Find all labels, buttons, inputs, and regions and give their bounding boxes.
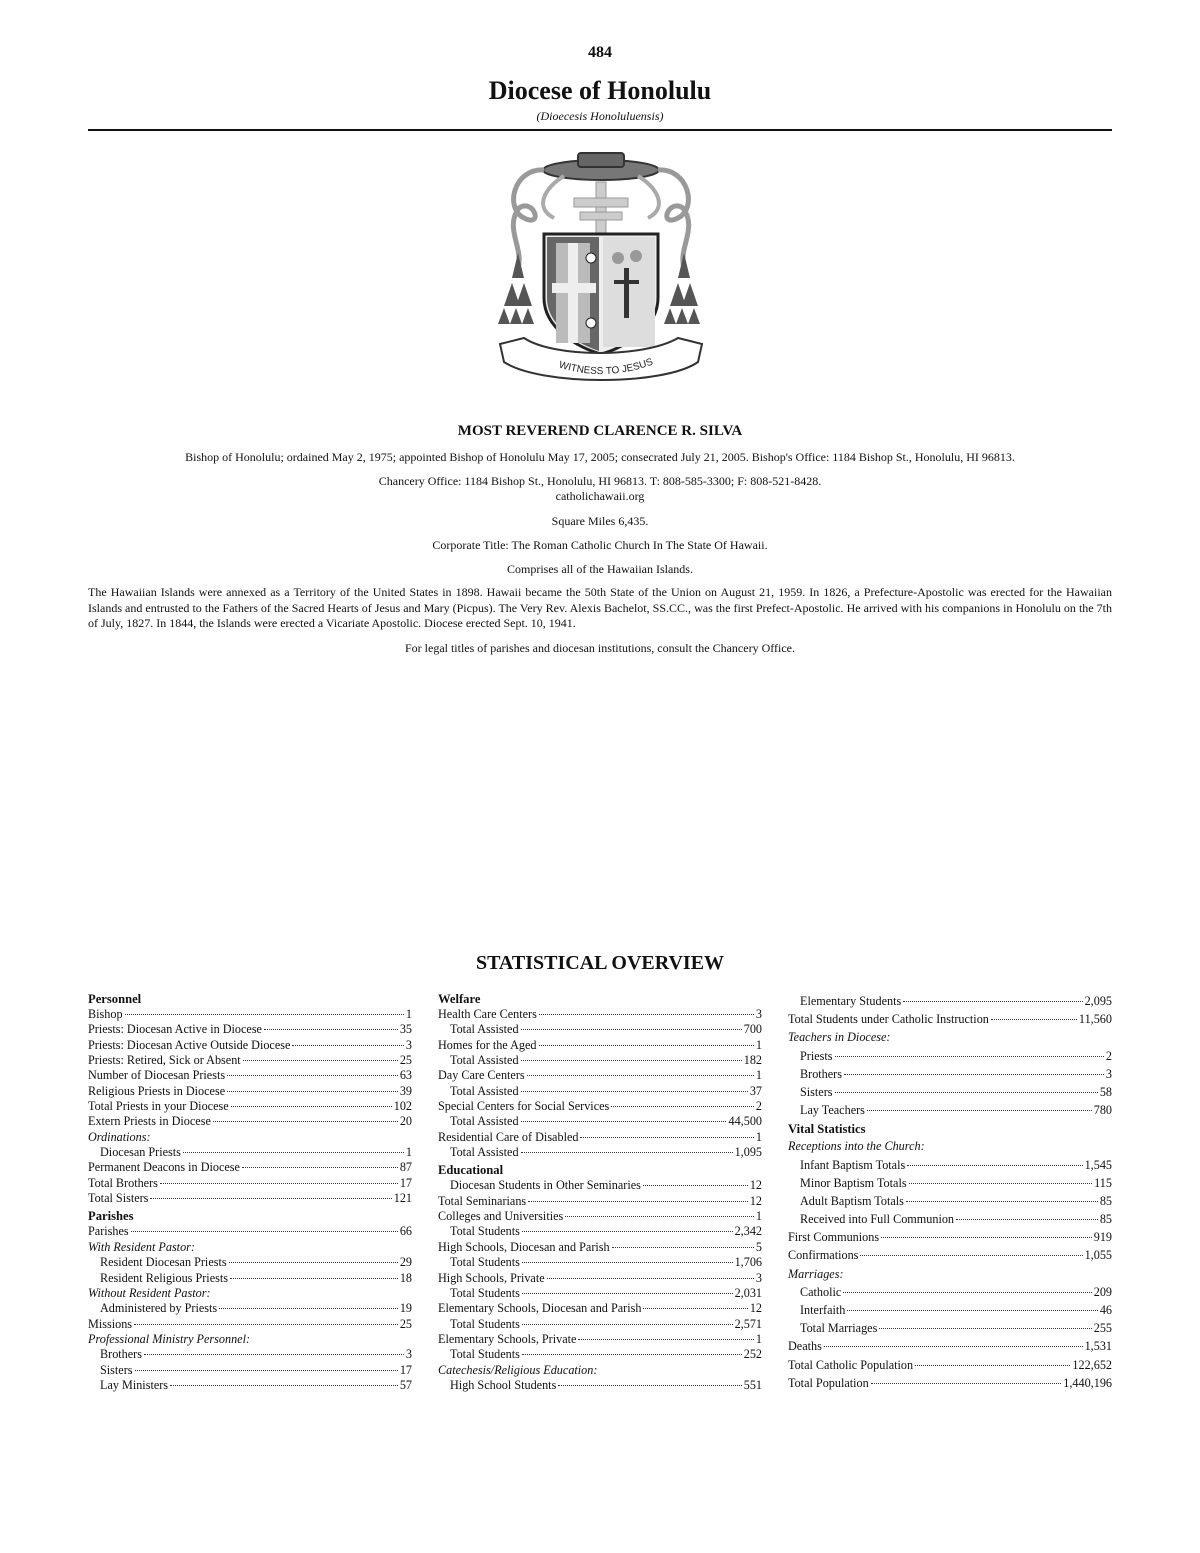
dot-leader (144, 1354, 404, 1355)
stat-value: 85 (1099, 1212, 1112, 1227)
stat-label: Elementary Schools, Diocesan and Parish (438, 1301, 642, 1316)
stat-label: Brothers (800, 1066, 842, 1081)
stat-row (788, 1065, 1112, 1083)
stat-value: 3 (755, 1007, 762, 1021)
stat-label: Elementary Students (800, 994, 902, 1008)
dot-leader (125, 1014, 404, 1015)
stat-row (88, 1317, 412, 1332)
stat-label: Day Care Centers (438, 1068, 525, 1083)
dot-leader (835, 1056, 1104, 1057)
dot-leader (558, 1385, 741, 1386)
stat-label: Total Marriages (800, 1321, 878, 1336)
stat-value: 2,031 (734, 1285, 762, 1300)
stat-value: 58 (1099, 1084, 1112, 1099)
dot-leader (522, 1324, 733, 1325)
stat-value: 1,706 (734, 1255, 762, 1270)
stat-value: 182 (743, 1053, 762, 1068)
stat-value: 37 (749, 1083, 762, 1098)
stat-row (788, 1174, 1112, 1192)
stat-row (438, 1332, 762, 1347)
stat-value: 2,571 (734, 1316, 762, 1331)
stat-row (88, 1271, 412, 1286)
stat-value: 19 (399, 1301, 412, 1316)
section-heading: Welfare (438, 992, 481, 1006)
stat-label: Total Sisters (88, 1191, 149, 1206)
dot-leader (183, 1152, 404, 1153)
page-number: 484 (588, 44, 612, 61)
stat-label: Total Catholic Population (788, 1357, 914, 1372)
stat-row (438, 1347, 762, 1362)
stat-value: 44,500 (728, 1114, 762, 1129)
stat-row (438, 1084, 762, 1099)
stat-label: High School Students (450, 1377, 557, 1392)
dot-leader (991, 1019, 1077, 1020)
stat-row (88, 1301, 412, 1316)
section-heading: Parishes (88, 1209, 134, 1224)
dot-leader (131, 1231, 398, 1232)
dot-leader (242, 1167, 398, 1168)
stats-column-1 (88, 992, 412, 1393)
page-title: Diocese of Honolulu (488, 76, 712, 105)
subsection-label: Receptions into the Church: (788, 1139, 925, 1154)
stat-label: Total Assisted (450, 1145, 519, 1160)
stat-row (88, 1145, 412, 1160)
legal-titles-note: For legal titles of parishes and diocesan institutions, consult the Chancery Office. (404, 641, 796, 655)
dot-leader (521, 1091, 748, 1092)
stat-value: 2 (1105, 1048, 1112, 1063)
chancery-office: Chancery Office: 1184 Bishop St., Honolulu, HI 96813. T: 808-585-3300; F: 808-521-8428. (378, 474, 822, 488)
dot-leader (565, 1216, 754, 1217)
dot-leader (539, 1014, 754, 1015)
stat-row (788, 1319, 1112, 1337)
stat-label: Lay Ministers (100, 1377, 169, 1392)
stat-value: 12 (749, 1301, 762, 1316)
stat-value: 18 (399, 1270, 412, 1285)
comprises: Comprises all of the Hawaiian Islands. (507, 562, 693, 576)
stat-label: Total Students (450, 1255, 520, 1270)
stat-value: 1,440,196 (1063, 1375, 1112, 1390)
dot-leader (170, 1385, 398, 1386)
stat-value: 17 (399, 1175, 412, 1190)
stat-value: 1 (755, 1068, 762, 1083)
stat-label: Total Assisted (450, 1114, 519, 1129)
dot-leader (229, 1262, 398, 1263)
dot-leader (909, 1183, 1093, 1184)
dot-leader (135, 1370, 398, 1371)
stat-value: 12 (749, 1178, 762, 1193)
stat-row (438, 1194, 762, 1209)
stat-label: Residential Care of Disabled (438, 1129, 579, 1144)
dot-leader (847, 1310, 1097, 1311)
dot-leader (643, 1185, 748, 1186)
square-miles: Square Miles 6,435. (551, 514, 649, 528)
stat-value: 255 (1093, 1321, 1112, 1336)
stat-row (438, 1255, 762, 1270)
stat-label: Brothers (100, 1347, 142, 1362)
dot-leader (871, 1383, 1062, 1384)
stat-label: Total Assisted (450, 1053, 519, 1068)
stat-row (438, 1240, 762, 1255)
stats-column-3 (788, 992, 1112, 1392)
dot-leader (907, 1165, 1082, 1166)
stat-value: 3 (405, 1347, 412, 1362)
stat-row (88, 1191, 412, 1206)
stat-row (438, 1038, 762, 1053)
stat-label: Diocesan Students in Other Seminaries (450, 1178, 641, 1193)
stat-row (788, 1337, 1112, 1355)
stat-row (788, 1210, 1112, 1228)
stat-label: Total Assisted (450, 1083, 519, 1098)
stat-value: 700 (743, 1022, 762, 1037)
stat-row (788, 1301, 1112, 1319)
stat-label: Elementary Schools, Private (438, 1331, 577, 1346)
stat-label: Religious Priests in Diocese (88, 1083, 226, 1098)
stat-value: 39 (399, 1083, 412, 1098)
stat-label: Permanent Deacons in Diocese (88, 1160, 240, 1175)
stat-row (438, 1145, 762, 1160)
stat-label: Sisters (100, 1362, 133, 1377)
dot-leader (521, 1121, 727, 1122)
stat-label: Parishes (88, 1224, 129, 1239)
stat-value: 3 (405, 1037, 412, 1052)
stat-row (438, 1114, 762, 1129)
stat-value: 1,531 (1084, 1339, 1112, 1354)
stat-value: 121 (393, 1191, 412, 1206)
stat-value: 115 (1094, 1175, 1112, 1190)
stat-row (88, 1038, 412, 1053)
stat-value: 66 (399, 1224, 412, 1239)
stat-label: Interfaith (800, 1303, 846, 1317)
subsection-label: Marriages: (788, 1266, 844, 1281)
stat-value: 780 (1093, 1103, 1112, 1118)
stat-row (788, 1101, 1112, 1119)
stat-label: Total Brothers (88, 1175, 158, 1190)
stat-label: First Communions (788, 1230, 880, 1245)
dot-leader (292, 1045, 404, 1046)
stat-value: 1,545 (1084, 1157, 1112, 1172)
stat-value: 122,652 (1072, 1357, 1112, 1372)
dot-leader (578, 1339, 753, 1340)
stat-value: 5 (755, 1239, 762, 1254)
stat-row (788, 1192, 1112, 1210)
stat-label: Sisters (800, 1084, 833, 1099)
stat-row (788, 1356, 1112, 1374)
stat-row (438, 1317, 762, 1332)
motto-text: WITNESS TO JESUS (557, 356, 655, 378)
stat-label: Bishop (88, 1007, 123, 1021)
stat-value: 87 (399, 1160, 412, 1175)
stat-row (788, 1010, 1112, 1028)
title-rule (88, 129, 1112, 131)
stat-label: Priests (800, 1048, 833, 1063)
stat-value: 20 (399, 1114, 412, 1129)
stat-row (88, 1053, 412, 1068)
dot-leader (521, 1029, 742, 1030)
dot-leader (906, 1201, 1098, 1202)
stat-row (438, 1007, 762, 1022)
stat-value: 1 (755, 1037, 762, 1052)
stat-row (88, 1176, 412, 1191)
dot-leader (231, 1106, 392, 1107)
dot-leader (521, 1152, 733, 1153)
dot-leader (903, 1001, 1082, 1002)
section-heading: Personnel (88, 992, 142, 1006)
stat-value: 1 (755, 1209, 762, 1224)
dot-leader (160, 1183, 398, 1184)
stat-value: 919 (1093, 1230, 1112, 1245)
stat-value: 252 (743, 1347, 762, 1362)
stat-row (788, 1047, 1112, 1065)
stat-value: 1 (755, 1331, 762, 1346)
dot-leader (219, 1308, 398, 1309)
stat-label: Administered by Priests (100, 1301, 218, 1316)
stat-label: Resident Diocesan Priests (100, 1255, 227, 1270)
stat-row (88, 1255, 412, 1270)
stat-row (438, 1209, 762, 1224)
stat-value: 2,342 (734, 1224, 762, 1239)
dot-leader (522, 1262, 733, 1263)
stat-value: 17 (399, 1362, 412, 1377)
stat-row (88, 1114, 412, 1129)
stat-row (438, 1301, 762, 1316)
dot-leader (915, 1365, 1070, 1366)
stat-label: Homes for the Aged (438, 1037, 537, 1052)
dot-leader (528, 1201, 748, 1202)
stat-label: Total Students (450, 1285, 520, 1300)
dot-leader (580, 1137, 753, 1138)
stat-value: 46 (1099, 1303, 1112, 1317)
dot-leader (213, 1121, 398, 1122)
stat-value: 11,560 (1078, 1012, 1112, 1027)
subsection-label: Ordinations: (88, 1129, 151, 1144)
stats-column-2 (438, 992, 762, 1393)
stat-row (788, 1083, 1112, 1101)
stat-row (788, 1228, 1112, 1246)
bishop-name: MOST REVEREND CLARENCE R. SILVA (457, 423, 743, 439)
dot-leader (527, 1075, 754, 1076)
stat-row (88, 1068, 412, 1083)
dot-leader (867, 1110, 1092, 1111)
bishop-bio: Bishop of Honolulu; ordained May 2, 1975; appointed Bishop of Honolulu May 17, 2005; consecrated July 21, 2005. Bishop's Office: 1184 Bishop St., Honolulu, HI 96813. (185, 450, 1015, 464)
dot-leader (230, 1278, 398, 1279)
stat-value: 57 (399, 1377, 412, 1392)
stat-value: 29 (399, 1255, 412, 1270)
stat-value: 209 (1093, 1284, 1112, 1299)
stat-value: 1 (405, 1145, 412, 1160)
subsection-label: Teachers in Diocese: (788, 1030, 891, 1045)
dot-leader (243, 1060, 398, 1061)
website-link[interactable]: catholichawaii.org (555, 489, 645, 503)
stat-row (438, 1099, 762, 1114)
stat-row (88, 1084, 412, 1099)
dot-leader (843, 1292, 1091, 1293)
stat-label: Total Priests in your Diocese (88, 1099, 229, 1114)
stat-label: High Schools, Diocesan and Parish (438, 1239, 610, 1254)
coat-of-arms-image (494, 148, 708, 394)
stat-row (438, 1130, 762, 1145)
stat-label: Total Students under Catholic Instruction (788, 1012, 989, 1027)
subsection-label: Catechesis/Religious Education: (438, 1362, 598, 1377)
stat-label: Total Students (450, 1224, 520, 1239)
stat-label: Missions (88, 1316, 133, 1331)
section-heading: Vital Statistics (788, 1122, 866, 1137)
subsection-label: Without Resident Pastor: (88, 1285, 211, 1300)
stat-row (788, 1156, 1112, 1174)
dot-leader (522, 1293, 733, 1294)
dot-leader (860, 1255, 1082, 1256)
stat-row (88, 1347, 412, 1362)
stat-row (438, 1271, 762, 1286)
stat-row (88, 1022, 412, 1037)
stat-row (788, 1374, 1112, 1392)
stat-row (88, 1378, 412, 1393)
dot-leader (881, 1237, 1092, 1238)
corporate-title: Corporate Title: The Roman Catholic Church In The State Of Hawaii. (432, 538, 768, 552)
dot-leader (227, 1091, 398, 1092)
stat-row (788, 1246, 1112, 1264)
stat-value: 3 (1105, 1066, 1112, 1081)
stat-value: 85 (1099, 1193, 1112, 1208)
dot-leader (643, 1308, 747, 1309)
stat-row (88, 1099, 412, 1114)
dot-leader (264, 1029, 398, 1030)
stat-row (438, 1178, 762, 1193)
page-subtitle: (Dioecesis Honoluluensis) (536, 109, 664, 123)
dot-leader (835, 1092, 1098, 1093)
stat-label: Infant Baptism Totals (800, 1157, 906, 1172)
dot-leader (150, 1198, 391, 1199)
stat-label: Diocesan Priests (100, 1145, 181, 1160)
stat-value: 102 (393, 1099, 412, 1114)
stat-value: 1,055 (1084, 1248, 1112, 1263)
stat-label: Total Students (450, 1347, 520, 1362)
stat-row (88, 1007, 412, 1022)
stat-label: Extern Priests in Diocese (88, 1114, 211, 1129)
stat-value: 1 (405, 1007, 412, 1021)
stat-value: 2 (755, 1099, 762, 1114)
stat-label: High Schools, Private (438, 1270, 545, 1285)
dot-leader (539, 1045, 754, 1046)
section-heading: Educational (438, 1163, 504, 1178)
stat-label: Special Centers for Social Services (438, 1099, 610, 1114)
stat-value: 12 (749, 1193, 762, 1208)
stat-label: Minor Baptism Totals (800, 1175, 907, 1190)
dot-leader (611, 1106, 754, 1107)
statistical-overview-title: STATISTICAL OVERVIEW (475, 952, 725, 974)
subsection-label: With Resident Pastor: (88, 1239, 195, 1254)
stat-row (438, 1022, 762, 1037)
stat-row (88, 1363, 412, 1378)
stat-value: 2,095 (1084, 994, 1112, 1008)
stat-label: Priests: Retired, Sick or Absent (88, 1053, 241, 1068)
stat-label: Health Care Centers (438, 1007, 537, 1021)
stat-label: Received into Full Communion (800, 1212, 955, 1227)
dot-leader (522, 1231, 733, 1232)
stat-label: Number of Diocesan Priests (88, 1068, 226, 1083)
stat-label: Total Assisted (450, 1022, 519, 1037)
stat-value: 1,095 (734, 1145, 762, 1160)
dot-leader (612, 1247, 754, 1248)
dot-leader (134, 1324, 398, 1325)
stat-value: 35 (399, 1022, 412, 1037)
stat-row (788, 1283, 1112, 1301)
stat-value: 25 (399, 1053, 412, 1068)
dot-leader (956, 1219, 1098, 1220)
dot-leader (521, 1060, 742, 1061)
stat-value: 25 (399, 1316, 412, 1331)
subsection-label: Professional Ministry Personnel: (88, 1331, 251, 1346)
dot-leader (522, 1354, 742, 1355)
dot-leader (879, 1328, 1091, 1329)
stat-row (438, 1053, 762, 1068)
stat-value: 551 (743, 1377, 762, 1392)
dot-leader (547, 1278, 754, 1279)
stat-row (88, 1160, 412, 1175)
stat-label: Total Population (788, 1375, 869, 1390)
stat-row (438, 1378, 762, 1393)
stat-label: Resident Religious Priests (100, 1270, 228, 1285)
stat-value: 1 (755, 1129, 762, 1144)
stat-row (438, 1286, 762, 1301)
stat-value: 3 (755, 1270, 762, 1285)
stat-row (788, 992, 1112, 1010)
stat-label: Lay Teachers (800, 1103, 865, 1118)
stat-label: Catholic (800, 1284, 842, 1299)
stat-label: Priests: Diocesan Active in Diocese (88, 1022, 262, 1037)
stat-row (438, 1068, 762, 1083)
stat-label: Priests: Diocesan Active Outside Diocese (88, 1037, 291, 1052)
stat-label: Confirmations (788, 1248, 859, 1263)
stat-row (88, 1224, 412, 1239)
dot-leader (824, 1346, 1083, 1347)
stat-label: Deaths (788, 1339, 822, 1354)
dot-leader (844, 1074, 1104, 1075)
stat-label: Colleges and Universities (438, 1209, 564, 1224)
stat-label: Total Students (450, 1316, 520, 1331)
stat-label: Total Seminarians (438, 1193, 527, 1208)
stat-row (438, 1224, 762, 1239)
stat-value: 63 (399, 1068, 412, 1083)
stat-label: Adult Baptism Totals (800, 1193, 904, 1208)
history-paragraph: The Hawaiian Islands were annexed as a Territory of the United States in 1898. Hawaii became the 50th State of the Union on August 21, 1959. In 1826, a Prefecture-Apostolic was erected for the Hawaiian Islands and entrusted to the Fathers of the Sacred Hearts of Jesus and Mary (Picpus). The Very Rev. Alexis Bachelot, SS.CC., was the first Prefect-Apostolic. He arrived with his companions in Honolulu on the 7th of July, 1827. In 1844, the Islands were erected a Vicariate Apostolic. Diocese erected Sept. 10, 1941. (88, 585, 1112, 630)
dot-leader (227, 1075, 398, 1076)
